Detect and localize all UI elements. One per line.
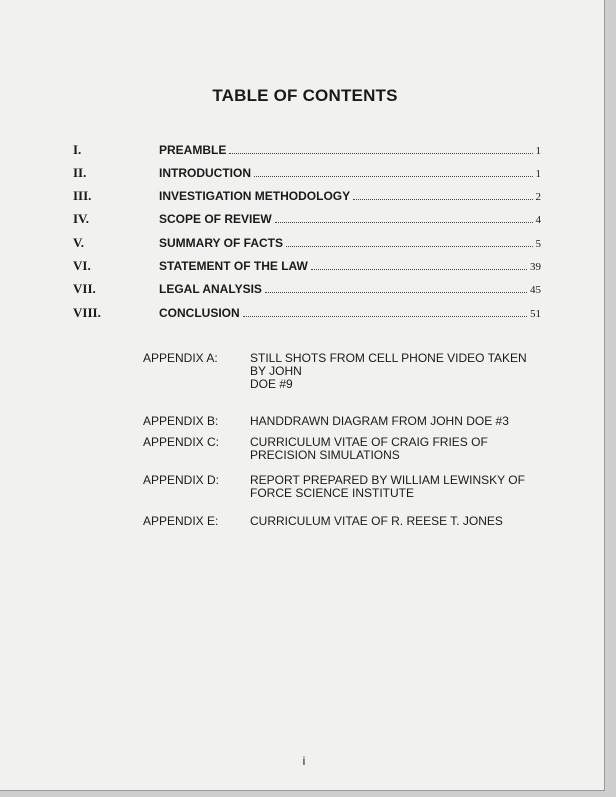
toc-entry — [0, 211, 604, 229]
appendix-description-line: STILL SHOTS FROM CELL PHONE VIDEO TAKEN — [250, 351, 527, 365]
appendix-description-line: CURRICULUM VITAE OF CRAIG FRIES OF — [250, 435, 488, 449]
appendix-description — [250, 352, 550, 391]
appendix-description-line: FORCE SCIENCE INSTITUTE — [250, 486, 415, 500]
toc-leader-dots — [254, 168, 533, 177]
toc-entry-title: CONCLUSION — [159, 306, 240, 320]
appendix-description-line: BY JOHN — [250, 364, 302, 378]
toc-entry-title: INTRODUCTION — [159, 166, 251, 180]
appendix-description — [250, 415, 550, 428]
toc-entry-page: 51 — [530, 308, 541, 320]
toc-entry-number: III. — [73, 188, 92, 203]
appendix-label: APPENDIX C: — [143, 435, 220, 449]
toc-leader-dots — [243, 308, 527, 317]
toc-entry-number: VIII. — [73, 305, 101, 320]
toc-entry — [0, 188, 604, 206]
appendix-description — [250, 474, 550, 500]
toc-entry-page: 1 — [535, 168, 541, 180]
toc-entry-page: 45 — [530, 284, 541, 296]
toc-entry-number: VII. — [73, 281, 96, 296]
appendix-label: APPENDIX B: — [143, 414, 219, 428]
toc-leader-dots — [265, 284, 527, 293]
toc-entry — [0, 142, 604, 160]
toc-entry-number: II. — [73, 165, 87, 180]
toc-entry-page: 2 — [535, 191, 541, 203]
appendix-description-line: CURRICULUM VITAE OF R. REESE T. JONES — [250, 514, 503, 528]
appendix-description — [250, 436, 550, 462]
page-number: i — [302, 754, 306, 768]
toc-entry-title: INVESTIGATION METHODOLOGY — [159, 189, 351, 203]
toc-entry — [0, 305, 604, 323]
toc-entry-title: SUMMARY OF FACTS — [159, 236, 284, 250]
toc-entry-page: 5 — [535, 238, 541, 250]
toc-entry-title: SCOPE OF REVIEW — [159, 212, 272, 226]
toc-entry-title: STATEMENT OF THE LAW — [159, 259, 308, 273]
toc-leader-dots — [229, 145, 532, 154]
toc-entry-number: V. — [73, 235, 84, 250]
toc-entry — [0, 165, 604, 183]
appendix-description-line: REPORT PREPARED BY WILLIAM LEWINSKY OF — [250, 473, 525, 487]
appendix-label: APPENDIX A: — [143, 351, 218, 365]
toc-leader-dots — [311, 261, 527, 270]
toc-entry — [0, 281, 604, 299]
toc-entry-number: IV. — [73, 211, 90, 226]
toc-entry-number: VI. — [73, 258, 91, 273]
toc-entry-title: LEGAL ANALYSIS — [159, 282, 262, 296]
appendix-label: APPENDIX D: — [143, 473, 220, 487]
toc-entry — [0, 235, 604, 253]
page-title: TABLE OF CONTENTS — [212, 86, 398, 105]
toc-leader-dots — [275, 214, 533, 223]
toc-entry-page: 4 — [535, 214, 541, 226]
toc-entry-number: I. — [73, 142, 82, 157]
toc-entry-page: 1 — [535, 145, 541, 157]
toc-entry-page: 39 — [530, 261, 541, 273]
toc-entry — [0, 258, 604, 276]
appendix-description-line: HANDDRAWN DIAGRAM FROM JOHN DOE #3 — [250, 414, 509, 428]
appendix-description-line: DOE #9 — [250, 377, 293, 391]
toc-leader-dots — [353, 191, 532, 200]
appendix-description — [250, 515, 550, 528]
toc-entry-title: PREAMBLE — [159, 143, 227, 157]
toc-leader-dots — [286, 238, 532, 247]
appendix-description-line: PRECISION SIMULATIONS — [250, 448, 400, 462]
appendix-label: APPENDIX E: — [143, 514, 219, 528]
